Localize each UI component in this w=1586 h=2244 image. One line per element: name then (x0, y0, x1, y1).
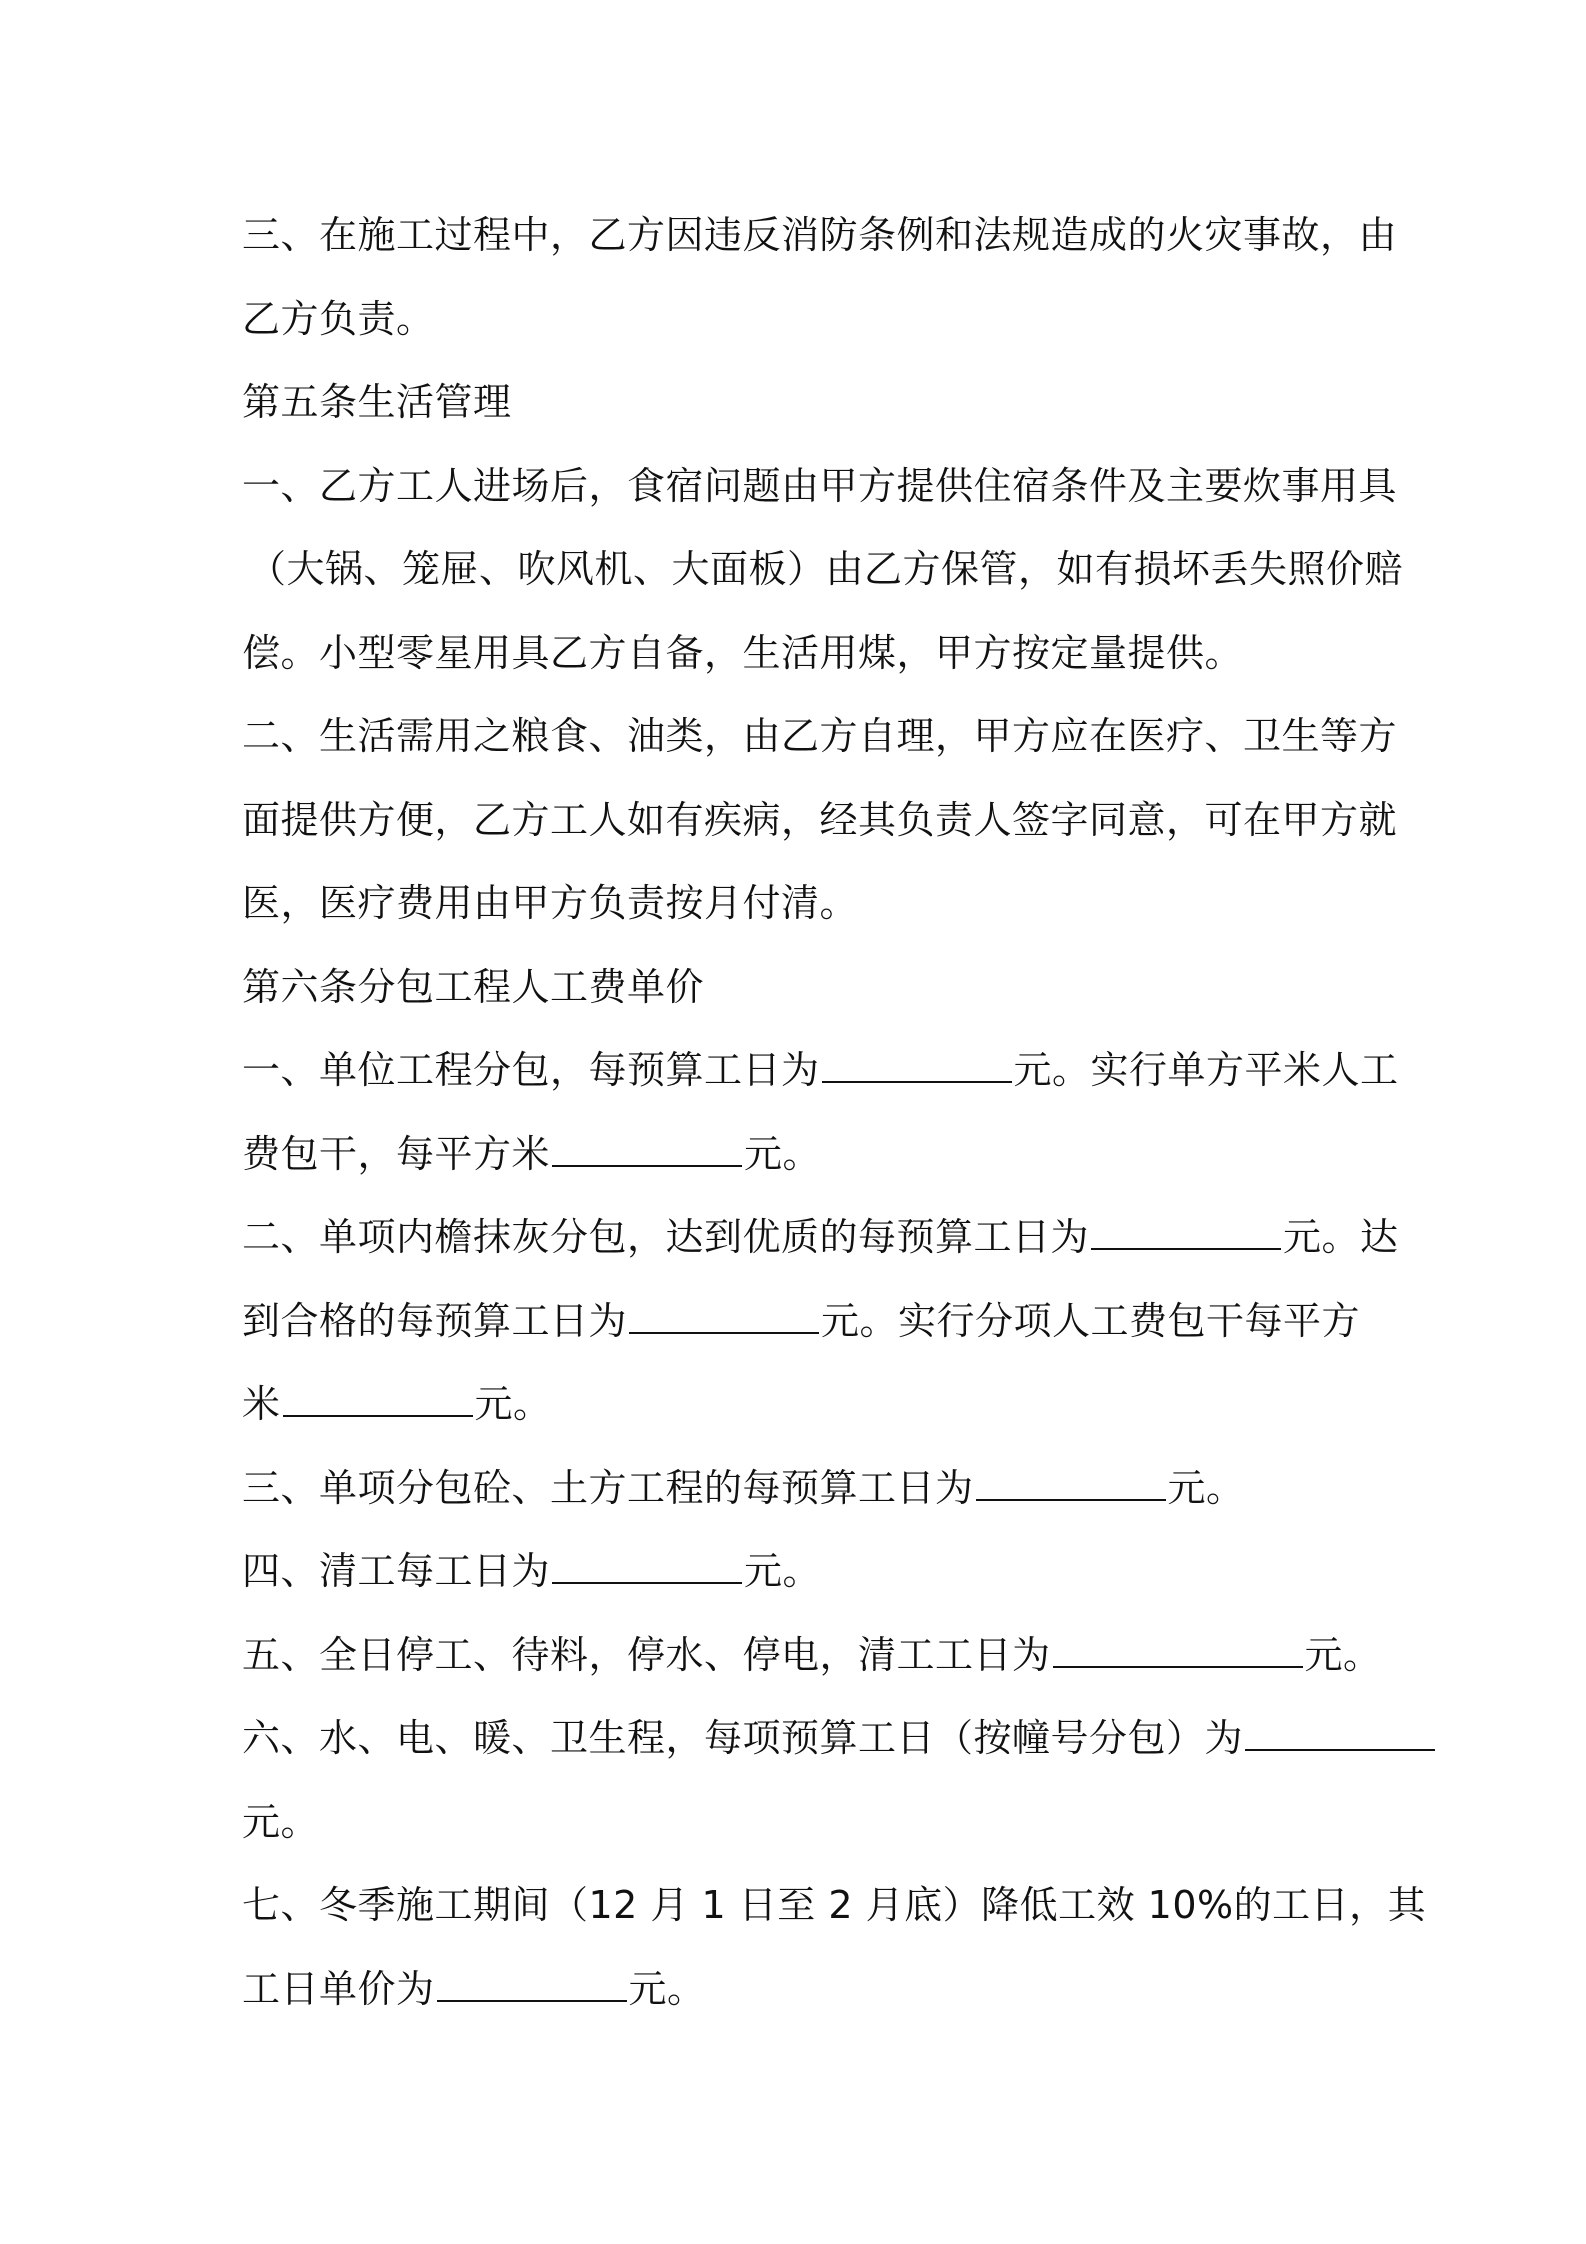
fill-blank[interactable] (1245, 1719, 1435, 1751)
fill-blank[interactable] (552, 1552, 742, 1584)
fill-text-before: 一、单位工程分包，每预算工日为 (242, 1048, 820, 1092)
fill-line (242, 1864, 1427, 1948)
paragraph-line: 二、生活需用之粮食、油类，由乙方自理，甲方应在医疗、卫生等方 (242, 714, 1398, 758)
fill-text-before: 四、清工每工日为 (242, 1549, 551, 1593)
fill-line (242, 1614, 1382, 1698)
fill-line (242, 1363, 1362, 1447)
fill-text-before: 工日单价为 (242, 1966, 435, 2011)
paragraph-line: 三、在施工过程中，乙方因违反消防条例和法规造成的火灾事故，由 (242, 213, 1398, 257)
fill-line (242, 1447, 1362, 1531)
document-page (242, 194, 1427, 2031)
fill-text-after: 元。实行分项人工费包干每平方 (821, 1298, 1361, 1343)
fill-blank[interactable] (1053, 1636, 1303, 1668)
fill-blank[interactable] (283, 1385, 473, 1417)
fill-line (242, 1948, 1362, 2032)
fill-text-before: 费包干，每平方米 (242, 1131, 551, 1176)
section-heading: 第五条生活管理 (242, 380, 512, 424)
fill-text-before: 到合格的每预算工日为 (242, 1298, 628, 1343)
fill-text-after: 元。 (628, 1966, 706, 2011)
fill-blank[interactable] (1091, 1218, 1281, 1250)
paragraph-line: 面提供方便，乙方工人如有疾病，经其负责人签字同意，可在甲方就 (242, 797, 1398, 842)
fill-blank[interactable] (629, 1302, 819, 1334)
paragraph-line: 医，医疗费用由甲方负责按月付清。 (242, 881, 859, 925)
fill-text-after: 元。达 (1283, 1215, 1399, 1259)
fill-text-after: 元。 (744, 1549, 822, 1593)
fill-text-before: 米 (242, 1382, 281, 1426)
fill-text-before: 七、冬季施工期间（12 月 1 日至 2 月底）降低工效 10%的工日，其 (242, 1883, 1427, 1927)
fill-blank[interactable] (976, 1469, 1166, 1501)
fill-line (242, 1697, 1362, 1781)
fill-line (242, 1029, 1399, 1113)
fill-text-after: 元。 (1304, 1632, 1382, 1677)
fill-text-after: 元。实行单方平米人工 (1013, 1048, 1399, 1092)
fill-line (242, 1196, 1399, 1280)
fill-text-before: 五、全日停工、待料，停水、停电，清工工日为 (242, 1632, 1051, 1677)
paragraph-line: 偿。小型零星用具乙方自备，生活用煤，甲方按定量提供。 (242, 630, 1244, 675)
fill-line (242, 1781, 1362, 1865)
fill-text-before: 二、单项内檐抹灰分包，达到优质的每预算工日为 (242, 1215, 1090, 1259)
fill-blank[interactable] (822, 1051, 1012, 1083)
fill-text-after: 元。 (474, 1382, 552, 1426)
paragraph-line: （大锅、笼屉、吹风机、大面板）由乙方保管，如有损坏丢失照价赔 (248, 547, 1404, 591)
fill-line (242, 1113, 1362, 1197)
fill-line (242, 1530, 1362, 1614)
fill-blank[interactable] (437, 1970, 627, 2002)
fill-text-before: 元。 (242, 1799, 320, 1844)
paragraph-line: 一、乙方工人进场后，食宿问题由甲方提供住宿条件及主要炊事用具 (242, 463, 1398, 508)
fill-text-before: 三、单项分包砼、土方工程的每预算工日为 (242, 1465, 974, 1510)
fill-text-after: 元。 (744, 1131, 822, 1176)
paragraph-line: 乙方负责。 (242, 296, 435, 341)
fill-text-after: 元。 (1167, 1465, 1245, 1510)
fill-blank[interactable] (552, 1135, 742, 1167)
fill-text-before: 六、水、电、暖、卫生程，每项预算工日（按幢号分包）为 (242, 1716, 1244, 1760)
fill-line (242, 1280, 1362, 1364)
section-heading: 第六条分包工程人工费单价 (242, 964, 705, 1009)
